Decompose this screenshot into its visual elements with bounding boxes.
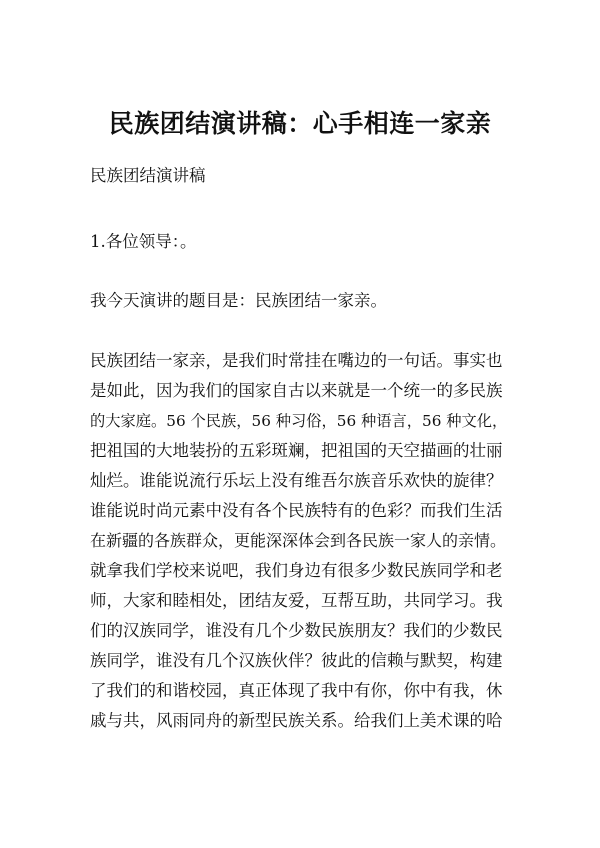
body-line: 戚与共，风雨同舟的新型民族关系。给我们上美术课的哈 bbox=[90, 711, 503, 730]
topic-line: 我今天演讲的题目是：民族团结一家亲。 bbox=[90, 291, 387, 310]
document-subtitle: 民族团结演讲稿 bbox=[90, 166, 206, 185]
body-line: 在新疆的各族群众，更能深深体会到各民族一家人的亲情。 bbox=[90, 531, 507, 550]
body-line: 就拿我们学校来说吧，我们身边有很多少数民族同学和老 bbox=[90, 561, 503, 580]
body-line: 的大家庭。56 个民族，56 种习俗，56 种语言，56 种文化， bbox=[90, 412, 508, 430]
body-line: 谁能说时尚元素中没有各个民族特有的色彩？而我们生活 bbox=[90, 501, 503, 520]
body-line: 把祖国的大地装扮的五彩斑斓，把祖国的天空描画的壮丽 bbox=[90, 441, 503, 460]
body-line: 们的汉族同学，谁没有几个少数民族朋友？我们的少数民 bbox=[90, 621, 503, 640]
greeting-line: 1.各位领导：。 bbox=[90, 232, 197, 251]
body-line: 了我们的和谐校园，真正体现了我中有你，你中有我，休 bbox=[90, 681, 503, 700]
body-line: 族同学，谁没有几个汉族伙伴？彼此的信赖与默契，构建 bbox=[90, 651, 503, 670]
page-title: 民族团结演讲稿：心手相连一家亲 bbox=[108, 109, 492, 138]
body-line: 师，大家和睦相处，团结友爱，互帮互助，共同学习。我 bbox=[90, 591, 503, 610]
body-line: 灿烂。谁能说流行乐坛上没有维吾尔族音乐欢快的旋律？ bbox=[90, 471, 503, 490]
body-line: 是如此，因为我们的国家自古以来就是一个统一的多民族 bbox=[90, 381, 503, 400]
body-line: 民族团结一家亲，是我们时常挂在嘴边的一句话。事实也 bbox=[90, 351, 503, 370]
